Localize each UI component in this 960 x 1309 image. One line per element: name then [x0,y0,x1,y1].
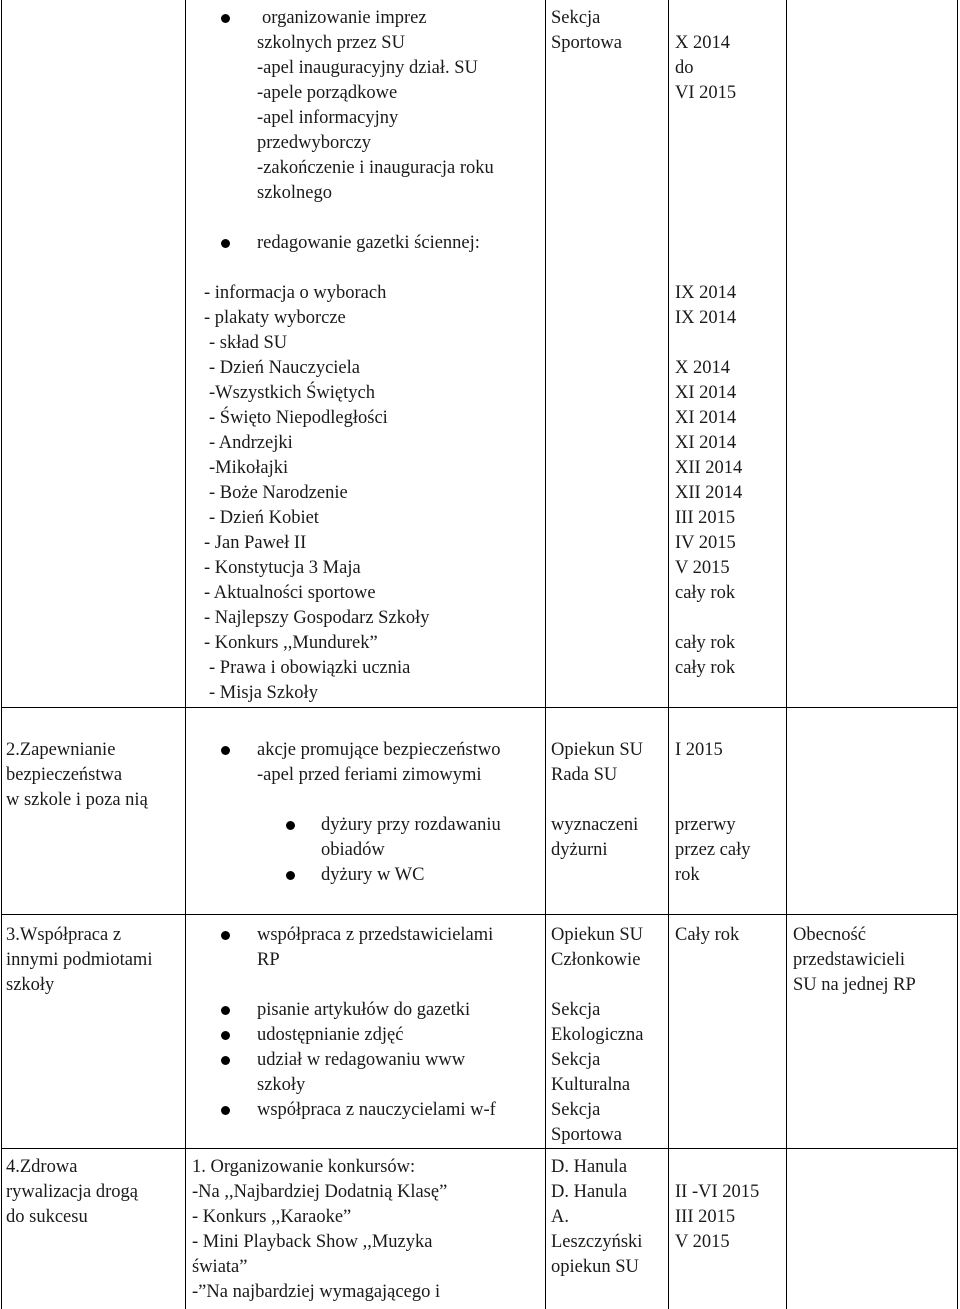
text-line: V 2015 [675,1232,730,1252]
bullet-icon [221,14,230,23]
row3-task-cell [6,917,181,998]
border-left [1,0,2,1309]
text-line: 1. Organizowanie konkursów: [192,1157,416,1177]
list-item: -Wszystkich Świętych [209,383,375,403]
text-line: Sekcja [551,1100,601,1120]
bullet-icon [221,239,230,248]
text-line: RP [257,950,280,970]
text-line: akcje promujące bezpieczeństwo [257,740,501,760]
text-line: I 2015 [675,740,723,760]
text-line: - Konkurs ,,Karaoke” [192,1207,352,1227]
top-responsible-cell [551,0,666,56]
border-right [957,0,958,1309]
text-line: -zakończenie i inauguracja roku [257,158,494,178]
text-line [551,788,666,813]
text-line: Opiekun SU [551,925,643,945]
text-line: do [675,58,694,78]
term-line: XII 2014 [675,458,743,478]
row3-evaluation-cell [793,917,955,998]
term-line: X 2014 [675,358,730,378]
row3-term-cell [675,917,785,948]
list-item: - Najlepszy Gospodarz Szkoły [204,608,430,628]
list-item: - Konstytucja 3 Maja [204,558,361,578]
text-line: Opiekun SU [551,740,643,760]
text-line: III 2015 [675,1207,736,1227]
row4-term-cell [675,1174,785,1255]
text-line: pisanie artykułów do gazetki [257,1000,471,1020]
row3-responsible-cell [551,917,666,1148]
bullet-item [190,923,545,973]
task-line: szkoły [6,975,55,995]
list-item: - Dzień Nauczyciela [209,358,360,378]
bullet-icon [221,746,230,755]
text-line: przedstawicieli [793,950,905,970]
bullet-icon [286,821,295,830]
term-line: cały rok [675,633,736,653]
text-line: współpraca z przedstawicielami [257,925,494,945]
text-line: - Mini Playback Show ,,Muzyka [192,1232,433,1252]
bullet-item [190,863,545,888]
text-line: wyznaczeni [551,815,639,835]
border-row2 [1,914,958,915]
list-item: -Mikołajki [209,458,289,478]
bullet-icon [221,1056,230,1065]
task-line: do sukcesu [6,1207,88,1227]
gazetka-list [190,281,540,706]
bullet-item [190,1098,545,1123]
row4-activity-cell [192,1149,544,1305]
text-line [675,788,785,813]
list-item: - Konkurs ,,Mundurek” [204,633,378,653]
term-line: V 2015 [675,558,730,578]
text-line: D. Hanula [551,1182,628,1202]
task-line: 3.Współpraca z [6,925,122,945]
text-line: Członkowie [551,950,641,970]
text-line: Rada SU [551,765,618,785]
row3-activity-cell [190,917,545,1123]
bullet-item [190,738,545,788]
bullet-item [190,1023,545,1048]
text-line: Kulturalna [551,1075,631,1095]
list-item: - Misja Szkoły [209,683,318,703]
text-line: współpraca z nauczycielami w-f [257,1100,496,1120]
bullet-item-organizowanie [190,6,540,206]
border-col4 [786,0,787,1309]
text-line: organizowanie imprez [262,8,427,28]
bullet-icon [221,1106,230,1115]
term-line: XI 2014 [675,383,737,403]
task-line: 4.Zdrowa [6,1157,78,1177]
term-line [675,331,785,356]
list-item: - Prawa i obowiązki ucznia [209,658,411,678]
text-line: obiadów [321,840,385,860]
text-line: Cały rok [675,925,740,945]
list-item: - Dzień Kobiet [209,508,319,528]
term-line: cały rok [675,658,736,678]
text-line: przez cały [675,840,751,860]
text-line: dyżury przy rozdawaniu [321,815,501,835]
text-line: X 2014 [675,33,730,53]
text-line: SU na jednej RP [793,975,916,995]
text-line [551,973,666,998]
text-line: udział w redagowaniu www [257,1050,466,1070]
list-item: - Andrzejki [209,433,293,453]
text-line: udostępnianie zdjęć [257,1025,404,1045]
list-item: - Boże Narodzenie [209,483,348,503]
text-line: Sekcja [551,8,601,28]
row4-responsible-cell [551,1149,666,1280]
list-item: - Jan Paweł II [204,533,307,553]
term-line: III 2015 [675,508,736,528]
term-line: cały rok [675,583,736,603]
text-line: VI 2015 [675,83,737,103]
term-line: XII 2014 [675,483,743,503]
term-line: XI 2014 [675,408,737,428]
text-line: -apel inauguracyjny dział. SU [257,58,478,78]
list-item: - skład SU [209,333,288,353]
text-line: Obecność [793,925,866,945]
text-line: szkolnych przez SU [257,33,405,53]
row2-term-cell [675,732,785,888]
text-line: Sekcja [551,1000,601,1020]
text-line: przedwyborczy [257,133,372,153]
row4-task-cell [6,1149,181,1230]
border-col2 [545,0,546,1309]
border-col1 [185,0,186,1309]
text-line: -”Na najbardziej wymagającego i [192,1282,441,1302]
list-item: - Święto Niepodległości [209,408,388,428]
text-line: szkolnego [257,183,333,203]
row2-responsible-cell [551,732,666,863]
text-line: D. Hanula [551,1157,628,1177]
list-item: - Aktualności sportowe [204,583,376,603]
text-line: Sportowa [551,1125,622,1145]
row2-task-cell [6,732,181,813]
list-item: - plakaty wyborcze [204,308,346,328]
bullet-icon [221,931,230,940]
term-line: IX 2014 [675,308,737,328]
term-line: IX 2014 [675,283,737,303]
text-line: -apele porządkowe [257,83,398,103]
text-line: II -VI 2015 [675,1182,760,1202]
gazetka-heading: redagowanie gazetki ściennej: [257,233,480,253]
border-col3 [668,0,669,1309]
text-line: -Na ,,Najbardziej Dodatnią Klasę” [192,1182,448,1202]
task-line: innymi podmiotami [6,950,153,970]
text-line: przerwy [675,815,736,835]
task-line: 2.Zapewnianie [6,740,116,760]
term-line [675,606,785,631]
term-line: XI 2014 [675,433,737,453]
text-line: świata” [192,1257,248,1277]
task-line: w szkole i poza nią [6,790,148,810]
bullet-item [190,1048,545,1098]
text-line: Sekcja [551,1050,601,1070]
text-line: Leszczyński [551,1232,643,1252]
gazetka-terms-cell [675,275,785,681]
text-line: opiekun SU [551,1257,639,1277]
text-line: -apel przed feriami zimowymi [257,765,482,785]
bullet-item [190,813,545,863]
bullet-icon [221,1031,230,1040]
list-item: - informacja o wyborach [204,283,387,303]
row2-activity-cell [190,732,545,888]
text-line: dyżury w WC [321,865,425,885]
term-line: IV 2015 [675,533,736,553]
text-line: Ekologiczna [551,1025,644,1045]
text-line [675,763,785,788]
text-line: -apel informacyjny [257,108,399,128]
bullet-item [190,998,545,1023]
border-row1 [1,707,958,708]
text-line: szkoły [257,1075,306,1095]
text-line: rok [675,865,700,885]
task-line: bezpieczeństwa [6,765,123,785]
bullet-icon [286,871,295,880]
bullet-item-gazetka [190,231,540,256]
task-line: rywalizacja drogą [6,1182,138,1202]
text-line: Sportowa [551,33,622,53]
top-activity-cell [190,0,540,706]
text-line: A. [551,1207,569,1227]
text-line: dyżurni [551,840,608,860]
bullet-icon [221,1006,230,1015]
top-term-cell [675,25,785,106]
